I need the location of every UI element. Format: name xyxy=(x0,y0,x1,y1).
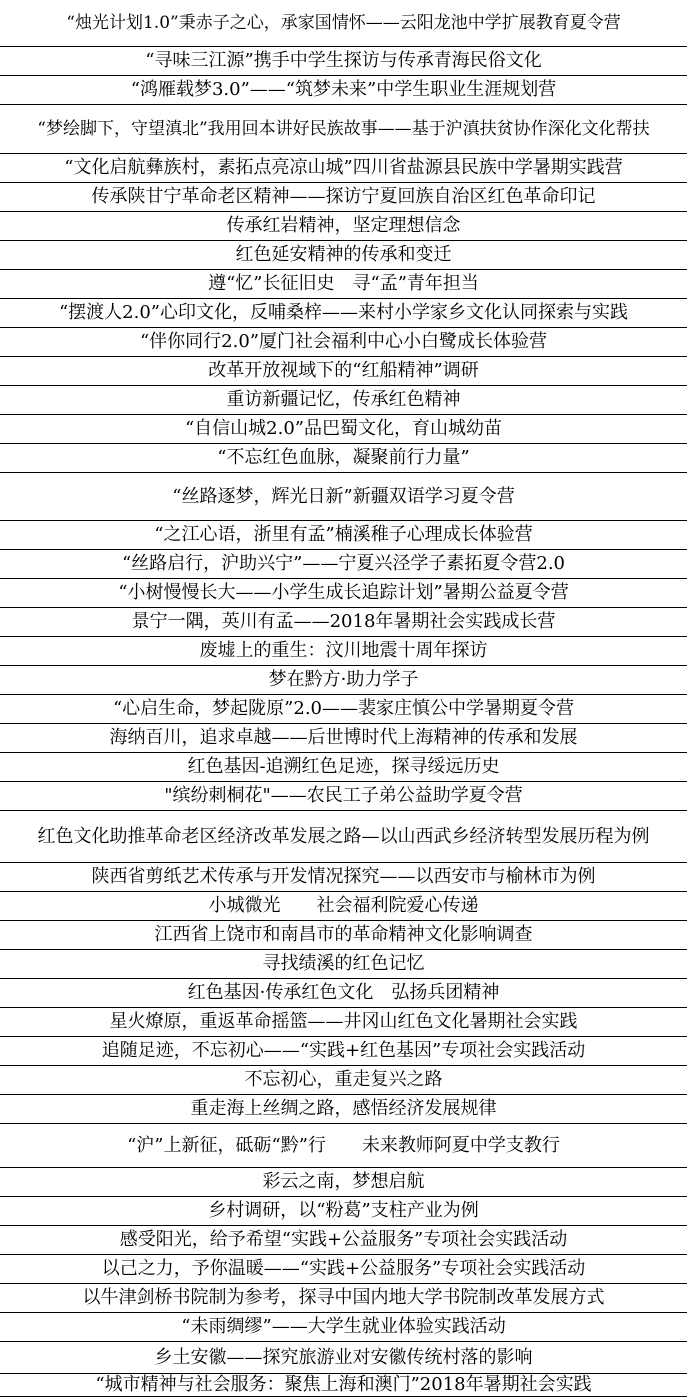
project-title: 梦在黔方·助力学子 xyxy=(268,669,419,691)
project-title: “未雨绸缪”——大学生就业体验实践活动 xyxy=(181,1316,506,1338)
list-item xyxy=(0,863,687,892)
project-title: 不忘初心，重走复兴之路 xyxy=(244,1069,443,1091)
project-title: 改革开放视域下的“红船精神”调研 xyxy=(208,360,479,382)
project-title: 感受阳光，给予希望“实践+公益服务”专项社会实践活动 xyxy=(119,1229,568,1251)
list-item xyxy=(0,183,687,212)
project-title: "缤纷刺桐花"——农民工子弟公益助学夏令营 xyxy=(164,785,523,807)
list-item xyxy=(0,1284,687,1313)
list-item xyxy=(0,950,687,979)
list-item xyxy=(0,1008,687,1037)
project-title: “梦绘脚下，守望滇北”我用回本讲好民族故事——基于沪滇扶贫协作深化文化帮扶 xyxy=(37,118,650,139)
list-item xyxy=(0,0,687,47)
list-item xyxy=(0,521,687,550)
list-item xyxy=(0,921,687,950)
project-title: 红色延安精神的传承和变迁 xyxy=(235,244,452,266)
list-item xyxy=(0,1037,687,1066)
list-item xyxy=(0,1197,687,1226)
project-title: “自信山城2.0”品巴蜀文化，育山城幼苗 xyxy=(184,418,503,440)
list-item xyxy=(0,1342,687,1374)
project-title: 红色基因-追溯红色足迹，探寻绥远历史 xyxy=(187,756,500,778)
list-item xyxy=(0,328,687,357)
project-title: 红色基因·传承红色文化 弘扬兵团精神 xyxy=(187,982,500,1004)
project-title: 传承陕甘宁革命老区精神——探访宁夏回族自治区红色革命印记 xyxy=(91,186,596,208)
project-title: 红色文化助推革命老区经济改革发展之路—以山西武乡经济转型发展历程为例 xyxy=(37,825,650,847)
list-item xyxy=(0,811,687,863)
list-item xyxy=(0,579,687,608)
project-title: 以牛津剑桥书院制为参考，探寻中国内地大学书院制改革发展方式 xyxy=(82,1287,605,1309)
project-title: “不忘红色血脉，凝聚前行力量” xyxy=(217,447,470,469)
project-title: “丝路逐梦，辉光日新”新疆双语学习夏令营 xyxy=(172,485,515,507)
list-item xyxy=(0,695,687,724)
project-title: “城市精神与社会服务：聚焦上海和澳门”2018年暑期社会实践 xyxy=(95,1374,592,1395)
project-title: 陕西省剪纸艺术传承与开发情况探究——以西安市与榆林市为例 xyxy=(91,866,596,888)
list-item xyxy=(0,753,687,782)
list-item xyxy=(0,386,687,415)
list-item xyxy=(0,357,687,386)
list-item xyxy=(0,444,687,473)
project-title: 景宁一隅，英川有孟——2018年暑期社会实践成长营 xyxy=(131,611,556,633)
project-title: 乡村调研，以“粉葛”支柱产业为例 xyxy=(208,1200,479,1222)
list-item xyxy=(0,1168,687,1197)
list-item xyxy=(0,1095,687,1124)
project-title: 江西省上饶市和南昌市的革命精神文化影响调查 xyxy=(154,924,533,946)
project-title: 星火燎原，重返革命摇篮——井冈山红色文化暑期社会实践 xyxy=(109,1011,578,1033)
project-title: 重走海上丝绸之路，感悟经济发展规律 xyxy=(190,1098,497,1120)
project-title: “之江心语，浙里有孟”楠溪稚子心理成长体验营 xyxy=(154,524,533,546)
project-title: “鸿雁载梦3.0”——“筑梦未来”中学生职业生涯规划营 xyxy=(130,79,557,101)
project-title: 小城微光 社会福利院爱心传递 xyxy=(208,895,479,917)
list-item xyxy=(0,1124,687,1168)
list-item xyxy=(0,1066,687,1095)
list-item xyxy=(0,76,687,105)
list-item xyxy=(0,608,687,637)
project-title: 追随足迹，不忘初心——“实践+红色基因”专项社会实践活动 xyxy=(101,1040,586,1062)
project-title: 传承红岩精神，坚定理想信念 xyxy=(226,215,461,237)
project-title: “寻味三江源”携手中学生探访与传承青海民俗文化 xyxy=(145,50,542,72)
project-title: 重访新疆记忆，传承红色精神 xyxy=(226,389,461,411)
list-item xyxy=(0,415,687,444)
project-title: “丝路启行，沪助兴宁”——宁夏兴泾学子素拓夏令营2.0 xyxy=(121,553,566,575)
list-item xyxy=(0,270,687,299)
list-item xyxy=(0,1226,687,1255)
list-item xyxy=(0,212,687,241)
list-item xyxy=(0,1313,687,1342)
project-title: 废墟上的重生：汶川地震十周年探访 xyxy=(199,640,488,662)
list-item xyxy=(0,241,687,270)
list-item xyxy=(0,154,687,183)
list-item xyxy=(0,47,687,76)
project-title: “烛光计划1.0”秉赤子之心，承家国情怀——云阳龙池中学扩展教育夏令营 xyxy=(66,12,621,33)
project-title: “摆渡人2.0”心印文化，反哺桑梓——来村小学家乡文化认同探索与实践 xyxy=(58,302,629,324)
list-item xyxy=(0,1374,687,1397)
project-title: “心启生命，梦起陇原”2.0——裴家庄慎公中学暑期夏令营 xyxy=(112,698,575,720)
project-title: 遵“忆”长征旧史 寻“孟”青年担当 xyxy=(208,273,479,295)
project-title: 彩云之南，梦想启航 xyxy=(262,1171,425,1193)
list-item xyxy=(0,724,687,753)
list-item xyxy=(0,1255,687,1284)
project-title: 乡土安徽——探究旅游业对安徽传统村落的影响 xyxy=(154,1346,533,1368)
list-item xyxy=(0,782,687,811)
list-item xyxy=(0,105,687,154)
list-item xyxy=(0,299,687,328)
project-title: “伴你同行2.0”厦门社会福利中心小白鹭成长体验营 xyxy=(139,331,548,353)
list-item xyxy=(0,892,687,921)
list-item xyxy=(0,979,687,1008)
project-title: 寻找绩溪的红色记忆 xyxy=(262,953,425,975)
project-title: 以己之力，予你温暖——“实践+公益服务”专项社会实践活动 xyxy=(101,1258,586,1280)
list-item xyxy=(0,637,687,666)
list-item xyxy=(0,473,687,521)
project-title: “文化启航彝族村，素拓点亮凉山城”四川省盐源县民族中学暑期实践营 xyxy=(64,157,623,179)
list-item xyxy=(0,666,687,695)
project-title: “小树慢慢长大——小学生成长追踪计划”暑期公益夏令营 xyxy=(118,582,569,604)
project-title: 海纳百川，追求卓越——后世博时代上海精神的传承和发展 xyxy=(109,727,578,749)
list-item xyxy=(0,550,687,579)
project-title: “沪”上新征，砥砺“黔”行 未来教师阿夏中学支教行 xyxy=(127,1134,560,1156)
